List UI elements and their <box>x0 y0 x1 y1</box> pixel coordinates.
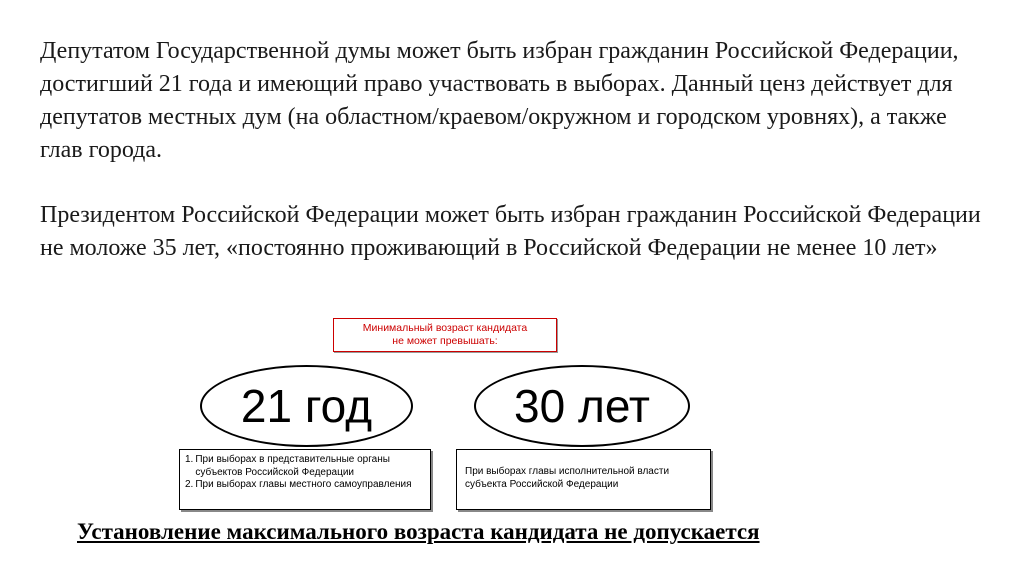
note-item-number: 2. <box>185 479 194 490</box>
note-item-text: При выборах в представительные органы субъектов Российской Федерации <box>195 454 390 478</box>
age-oval-30: 30 лет <box>474 365 690 447</box>
warning-label-line1: Минимальный возраст кандидата <box>362 322 528 334</box>
age-oval-21: 21 год <box>200 365 413 447</box>
note-item-number: 1. <box>185 454 194 465</box>
paragraph-duma-requirements: Депутатом Государственной думы может быть избран гражданин Российской Федерации, достигший 21 года и имеющий право участвовать в выборах. Данный ценз действует для депутатов местных дум (на областном/краевом/окружном и городском уровнях), а также глав города. <box>40 38 959 163</box>
warning-label-line2: не может превышать: <box>392 335 498 347</box>
bottom-conclusion: Установление максимального возраста кандидата не допускается <box>77 519 760 544</box>
warning-label-box <box>333 318 557 352</box>
note-box-right: При выборах главы исполнительной власти субъекта Российской Федерации <box>456 449 711 510</box>
note-box-left <box>179 449 431 510</box>
note-item-text: При выборах главы местного самоуправления <box>195 479 412 490</box>
note-item-1 <box>185 454 425 479</box>
note-item-2 <box>185 479 425 492</box>
paragraph-president-requirements: Президентом Российской Федерации может быть избран гражданин Российской Федерации не моложе 35 лет, «постоянно проживающий в Российской Федерации не менее 10 лет» <box>40 202 981 261</box>
